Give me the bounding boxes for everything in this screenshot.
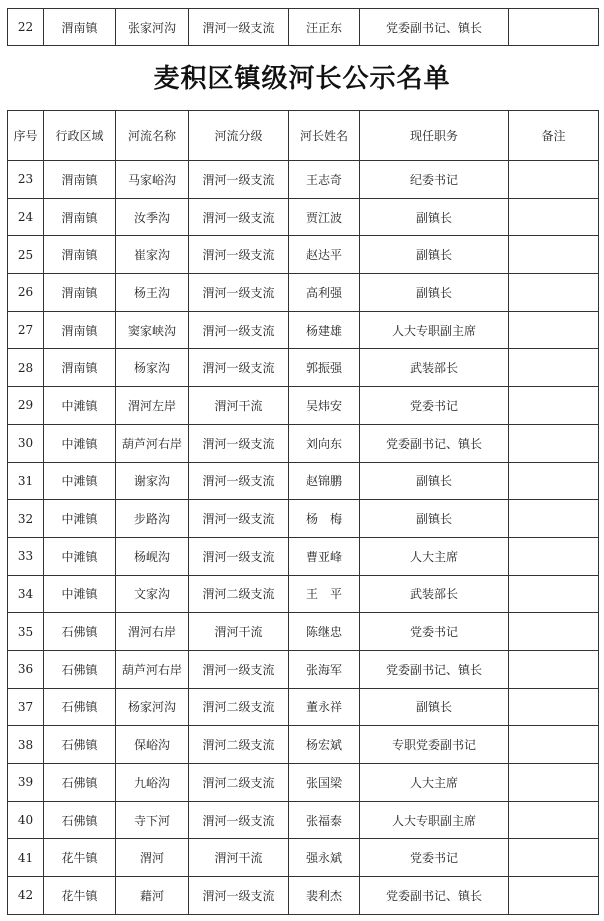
cell-district: 渭南镇 xyxy=(44,311,116,349)
cell-position: 武装部长 xyxy=(360,349,509,387)
cell-level: 渭河一级支流 xyxy=(189,500,289,538)
table-row xyxy=(8,424,599,462)
cell-river: 葫芦河右岸 xyxy=(116,424,189,462)
cell-remark xyxy=(509,349,599,387)
cell-no: 39 xyxy=(8,764,44,802)
cell-level: 渭河一级支流 xyxy=(189,236,289,274)
cell-level: 渭河一级支流 xyxy=(189,424,289,462)
cell-chief: 高利强 xyxy=(289,274,360,312)
table-row xyxy=(8,349,599,387)
cell-river: 渭河右岸 xyxy=(116,613,189,651)
cell-chief: 张海军 xyxy=(289,650,360,688)
cell-level: 渭河一级支流 xyxy=(189,274,289,312)
cell-level: 渭河二级支流 xyxy=(189,764,289,802)
cell-level: 渭河二级支流 xyxy=(189,688,289,726)
cell-remark xyxy=(509,537,599,575)
cell-position: 副镇长 xyxy=(360,198,509,236)
cell-position: 副镇长 xyxy=(360,688,509,726)
cell-level: 渭河二级支流 xyxy=(189,726,289,764)
cell-remark xyxy=(509,839,599,877)
cell-remark xyxy=(509,726,599,764)
cell-river: 葫芦河右岸 xyxy=(116,650,189,688)
cell-remark xyxy=(509,462,599,500)
page-title: 麦积区镇级河长公示名单 xyxy=(153,64,451,94)
cell-position: 人大主席 xyxy=(360,537,509,575)
table-row xyxy=(8,311,599,349)
cell-river: 杨王沟 xyxy=(116,274,189,312)
cell-district: 花牛镇 xyxy=(44,877,116,915)
cell-chief: 强永斌 xyxy=(289,839,360,877)
table-row xyxy=(8,839,599,877)
cell-district: 中滩镇 xyxy=(44,575,116,613)
cell-river: 窦家峡沟 xyxy=(116,311,189,349)
table-row xyxy=(8,726,599,764)
header-district: 行政区域 xyxy=(44,111,116,161)
cell-position: 党委副书记、镇长 xyxy=(360,9,509,46)
cell-no: 24 xyxy=(8,198,44,236)
top-table-fragment xyxy=(7,8,599,46)
cell-river: 崔家沟 xyxy=(116,236,189,274)
cell-no: 27 xyxy=(8,311,44,349)
table-row xyxy=(8,387,599,425)
cell-no: 31 xyxy=(8,462,44,500)
cell-district: 渭南镇 xyxy=(44,349,116,387)
cell-level: 渭河一级支流 xyxy=(189,9,289,46)
table-row xyxy=(8,613,599,651)
table-row xyxy=(8,877,599,915)
cell-remark xyxy=(509,500,599,538)
cell-chief: 刘向东 xyxy=(289,424,360,462)
cell-remark xyxy=(509,575,599,613)
cell-district: 中滩镇 xyxy=(44,424,116,462)
cell-chief: 赵达平 xyxy=(289,236,360,274)
table-row xyxy=(8,537,599,575)
table-row xyxy=(8,764,599,802)
river-chief-table xyxy=(7,110,599,915)
cell-remark xyxy=(509,387,599,425)
cell-no: 35 xyxy=(8,613,44,651)
cell-chief: 杨 梅 xyxy=(289,500,360,538)
header-river: 河流名称 xyxy=(116,111,189,161)
table-row xyxy=(8,801,599,839)
cell-district: 渭南镇 xyxy=(44,274,116,312)
cell-river: 杨岘沟 xyxy=(116,537,189,575)
cell-chief: 陈继忠 xyxy=(289,613,360,651)
header-chief: 河长姓名 xyxy=(289,111,360,161)
cell-chief: 杨宏斌 xyxy=(289,726,360,764)
cell-position: 党委副书记、镇长 xyxy=(360,650,509,688)
cell-position: 副镇长 xyxy=(360,274,509,312)
cell-river: 寺下河 xyxy=(116,801,189,839)
header-remark: 备注 xyxy=(509,111,599,161)
cell-no: 23 xyxy=(8,161,44,199)
table-row xyxy=(8,198,599,236)
cell-chief: 张福泰 xyxy=(289,801,360,839)
cell-remark xyxy=(509,311,599,349)
cell-district: 渭南镇 xyxy=(44,198,116,236)
cell-no: 25 xyxy=(8,236,44,274)
cell-level: 渭河干流 xyxy=(189,613,289,651)
cell-level: 渭河一级支流 xyxy=(189,311,289,349)
cell-remark xyxy=(509,877,599,915)
header-no: 序号 xyxy=(8,111,44,161)
cell-chief: 吴炜安 xyxy=(289,387,360,425)
cell-district: 石佛镇 xyxy=(44,650,116,688)
cell-level: 渭河一级支流 xyxy=(189,537,289,575)
cell-remark xyxy=(509,424,599,462)
cell-level: 渭河一级支流 xyxy=(189,801,289,839)
cell-position: 党委副书记、镇长 xyxy=(360,877,509,915)
cell-chief: 汪正东 xyxy=(289,9,360,46)
cell-remark xyxy=(509,650,599,688)
cell-river: 步路沟 xyxy=(116,500,189,538)
cell-remark xyxy=(509,801,599,839)
cell-river: 杨家河沟 xyxy=(116,688,189,726)
cell-position: 专职党委副书记 xyxy=(360,726,509,764)
cell-level: 渭河一级支流 xyxy=(189,349,289,387)
cell-chief: 曹亚峰 xyxy=(289,537,360,575)
cell-position: 副镇长 xyxy=(360,236,509,274)
cell-river: 文家沟 xyxy=(116,575,189,613)
cell-river: 杨家沟 xyxy=(116,349,189,387)
cell-no: 36 xyxy=(8,650,44,688)
cell-no: 29 xyxy=(8,387,44,425)
table-row xyxy=(8,688,599,726)
cell-level: 渭河一级支流 xyxy=(189,877,289,915)
cell-position: 党委书记 xyxy=(360,387,509,425)
cell-remark xyxy=(509,688,599,726)
cell-position: 党委书记 xyxy=(360,613,509,651)
cell-level: 渭河一级支流 xyxy=(189,198,289,236)
cell-remark xyxy=(509,764,599,802)
cell-district: 中滩镇 xyxy=(44,387,116,425)
cell-no: 33 xyxy=(8,537,44,575)
cell-chief: 张国梁 xyxy=(289,764,360,802)
cell-no: 30 xyxy=(8,424,44,462)
cell-river: 张家河沟 xyxy=(116,9,189,46)
cell-no: 28 xyxy=(8,349,44,387)
cell-no: 37 xyxy=(8,688,44,726)
cell-position: 副镇长 xyxy=(360,500,509,538)
cell-level: 渭河干流 xyxy=(189,839,289,877)
cell-river: 藉河 xyxy=(116,877,189,915)
cell-district: 石佛镇 xyxy=(44,726,116,764)
cell-chief: 董永祥 xyxy=(289,688,360,726)
cell-chief: 杨建雄 xyxy=(289,311,360,349)
header-position: 现任职务 xyxy=(360,111,509,161)
cell-chief: 王 平 xyxy=(289,575,360,613)
cell-chief: 王志奇 xyxy=(289,161,360,199)
cell-river: 渭河左岸 xyxy=(116,387,189,425)
cell-district: 渭南镇 xyxy=(44,161,116,199)
cell-no: 42 xyxy=(8,877,44,915)
cell-no: 38 xyxy=(8,726,44,764)
table-row xyxy=(8,9,599,46)
cell-remark xyxy=(509,198,599,236)
cell-position: 副镇长 xyxy=(360,462,509,500)
cell-no: 40 xyxy=(8,801,44,839)
cell-district: 花牛镇 xyxy=(44,839,116,877)
table-row xyxy=(8,274,599,312)
cell-level: 渭河一级支流 xyxy=(189,462,289,500)
cell-remark xyxy=(509,236,599,274)
header-level: 河流分级 xyxy=(189,111,289,161)
table-row xyxy=(8,650,599,688)
cell-position: 人大主席 xyxy=(360,764,509,802)
cell-remark xyxy=(509,161,599,199)
cell-river: 保峪沟 xyxy=(116,726,189,764)
table-row xyxy=(8,161,599,199)
cell-position: 武装部长 xyxy=(360,575,509,613)
cell-district: 石佛镇 xyxy=(44,764,116,802)
cell-district: 渭南镇 xyxy=(44,9,116,46)
cell-river: 马家峪沟 xyxy=(116,161,189,199)
cell-level: 渭河干流 xyxy=(189,387,289,425)
cell-river: 谢家沟 xyxy=(116,462,189,500)
table-row xyxy=(8,575,599,613)
cell-no: 34 xyxy=(8,575,44,613)
cell-remark xyxy=(509,613,599,651)
cell-district: 石佛镇 xyxy=(44,801,116,839)
cell-position: 党委副书记、镇长 xyxy=(360,424,509,462)
header-row xyxy=(8,111,599,161)
cell-position: 人大专职副主席 xyxy=(360,801,509,839)
cell-district: 中滩镇 xyxy=(44,500,116,538)
cell-chief: 赵锦鹏 xyxy=(289,462,360,500)
table-row xyxy=(8,500,599,538)
table-row xyxy=(8,462,599,500)
cell-chief: 郭振强 xyxy=(289,349,360,387)
cell-remark xyxy=(509,274,599,312)
cell-level: 渭河一级支流 xyxy=(189,161,289,199)
cell-district: 渭南镇 xyxy=(44,236,116,274)
cell-no: 22 xyxy=(8,9,44,46)
cell-position: 人大专职副主席 xyxy=(360,311,509,349)
cell-district: 石佛镇 xyxy=(44,613,116,651)
cell-district: 石佛镇 xyxy=(44,688,116,726)
cell-river: 九峪沟 xyxy=(116,764,189,802)
cell-chief: 贾江波 xyxy=(289,198,360,236)
cell-river: 渭河 xyxy=(116,839,189,877)
cell-remark xyxy=(509,9,599,46)
cell-no: 32 xyxy=(8,500,44,538)
cell-level: 渭河一级支流 xyxy=(189,650,289,688)
cell-district: 中滩镇 xyxy=(44,537,116,575)
cell-chief: 裴利杰 xyxy=(289,877,360,915)
cell-position: 党委书记 xyxy=(360,839,509,877)
cell-river: 汝季沟 xyxy=(116,198,189,236)
cell-no: 26 xyxy=(8,274,44,312)
cell-no: 41 xyxy=(8,839,44,877)
cell-district: 中滩镇 xyxy=(44,462,116,500)
table-row xyxy=(8,236,599,274)
cell-position: 纪委书记 xyxy=(360,161,509,199)
cell-level: 渭河二级支流 xyxy=(189,575,289,613)
